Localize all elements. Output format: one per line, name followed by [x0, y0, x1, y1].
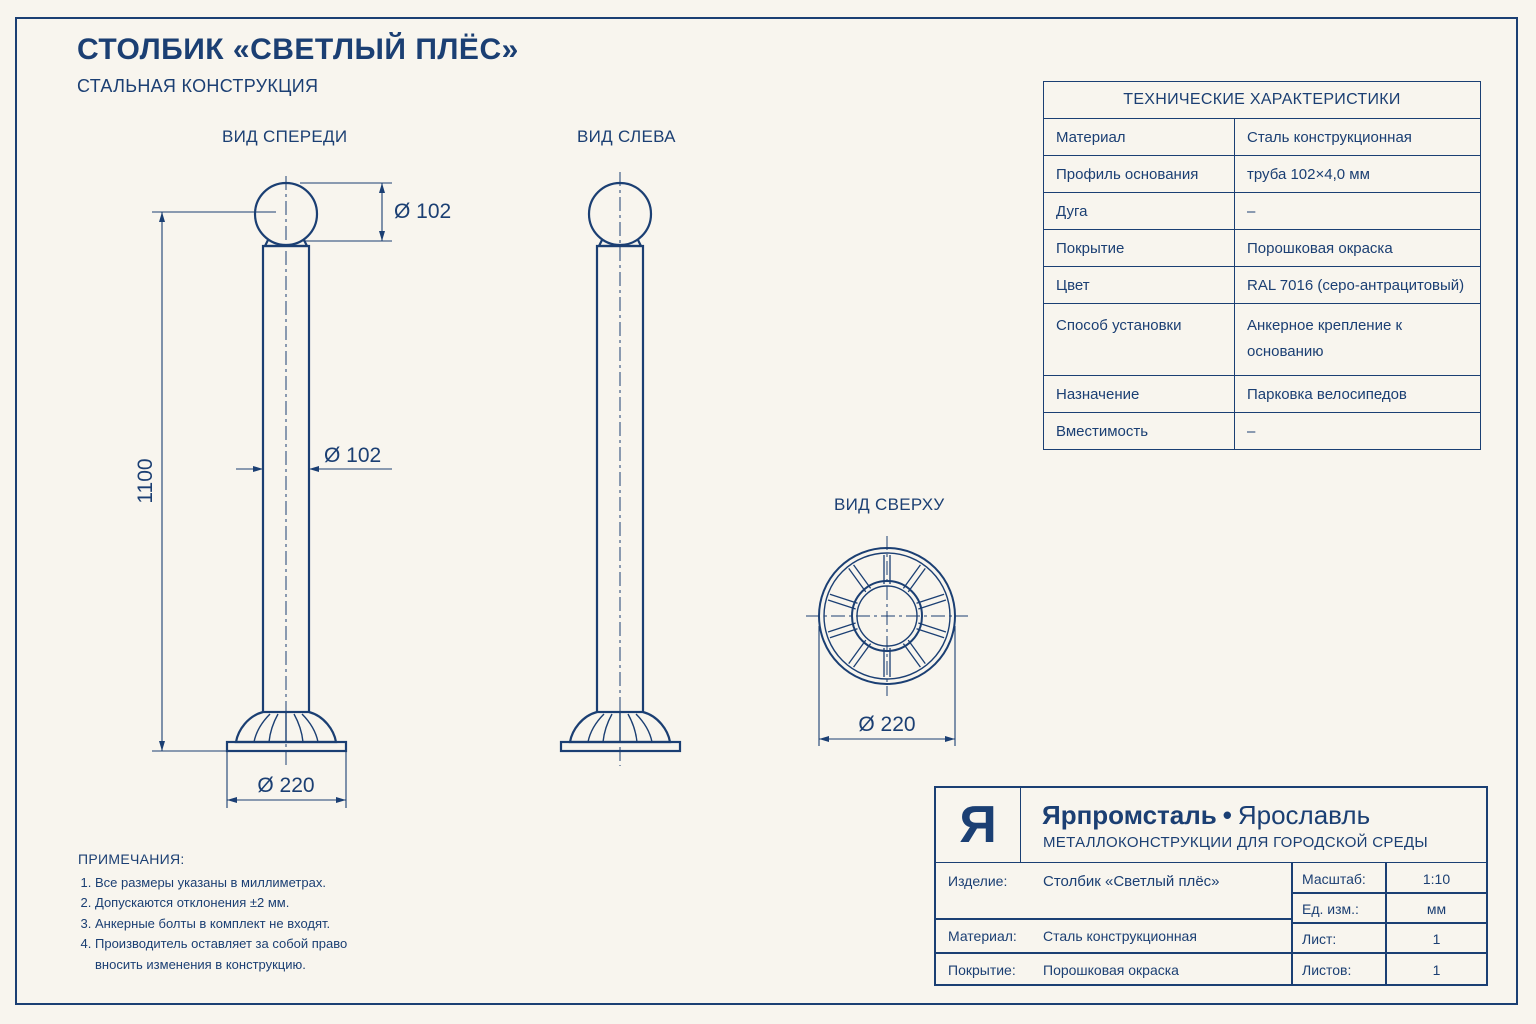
spec-value: Анкерное крепление к основанию — [1235, 304, 1481, 376]
base-diameter-dimension: Ø 220 — [257, 774, 315, 797]
company-logo: Я — [936, 788, 1021, 863]
notes — [78, 849, 375, 975]
spec-label: Профиль основания — [1044, 156, 1235, 193]
company-brand: Ярпромсталь — [1042, 800, 1217, 830]
spec-label: Способ установки — [1044, 304, 1235, 376]
spec-table-header: ТЕХНИЧЕСКИЕ ХАРАКТЕРИСТИКИ — [1044, 82, 1481, 119]
company-city: Ярославль — [1237, 800, 1371, 830]
left-view — [561, 172, 680, 766]
spec-label: Цвет — [1044, 267, 1235, 304]
company-tagline: МЕТАЛЛОКОНСТРУКЦИИ ДЛЯ ГОРОДСКОЙ СРЕДЫ — [1043, 834, 1429, 851]
left-view-label: ВИД СЛЕВА — [577, 127, 676, 146]
spec-label: Покрытие — [1044, 230, 1235, 267]
product-label: Изделие: — [948, 873, 1008, 889]
sheet-value: 1 — [1432, 931, 1441, 947]
spec-table — [1043, 81, 1481, 450]
spec-row — [1044, 230, 1481, 267]
product-value: Столбик «Светлый плёс» — [1043, 872, 1220, 890]
company-separator: • — [1222, 800, 1232, 830]
ball-diameter-dimension: Ø 102 — [394, 200, 452, 223]
unit-label: Ед. изм.: — [1302, 901, 1359, 917]
company-name — [1042, 800, 1370, 831]
top-view-label: ВИД СВЕРХУ — [834, 495, 945, 514]
notes-title: ПРИМЕЧАНИЯ: — [78, 851, 185, 867]
coating-value: Порошковая окраска — [1043, 962, 1179, 978]
spec-row — [1044, 119, 1481, 156]
spec-label: Материал — [1044, 119, 1235, 156]
pipe-diameter-dimension: Ø 102 — [324, 444, 382, 467]
spec-row — [1044, 304, 1481, 376]
note-item: 4. Производитель оставляет за собой право вносить изменения в конструкцию. — [95, 934, 375, 975]
note-item: 2. Допускаются отклонения ±2 мм. — [95, 893, 375, 914]
scale-value: 1:10 — [1422, 871, 1451, 887]
spec-value: Сталь конструкционная — [1235, 119, 1481, 156]
page-subtitle: СТАЛЬНАЯ КОНСТРУКЦИЯ — [77, 76, 319, 96]
scale-label: Масштаб: — [1302, 871, 1366, 887]
note-item: 1. Все размеры указаны в миллиметрах. — [95, 873, 375, 894]
spec-value: – — [1235, 413, 1481, 450]
sheet-label: Лист: — [1302, 931, 1337, 947]
coating-label: Покрытие: — [948, 962, 1016, 978]
top-diameter-dimension: Ø 220 — [858, 713, 916, 736]
spec-value: Парковка велосипедов — [1235, 376, 1481, 413]
front-dimensions — [152, 183, 392, 808]
spec-label: Дуга — [1044, 193, 1235, 230]
height-dimension: 1100 — [134, 458, 157, 504]
note-item: 3. Анкерные болты в комплект не входят. — [95, 914, 375, 935]
material-value: Сталь конструкционная — [1043, 928, 1197, 944]
spec-value: – — [1235, 193, 1481, 230]
material-label: Материал: — [948, 928, 1017, 944]
unit-value: мм — [1426, 901, 1447, 917]
spec-value: труба 102×4,0 мм — [1235, 156, 1481, 193]
title-block — [934, 786, 1488, 986]
front-view-label: ВИД СПЕРЕДИ — [222, 127, 348, 146]
spec-row — [1044, 376, 1481, 413]
spec-row — [1044, 193, 1481, 230]
front-view — [227, 176, 346, 766]
spec-row — [1044, 413, 1481, 450]
spec-value: Порошковая окраска — [1235, 230, 1481, 267]
spec-value: RAL 7016 (серо-антрацитовый) — [1235, 267, 1481, 304]
spec-label: Вместимость — [1044, 413, 1235, 450]
spec-row — [1044, 156, 1481, 193]
spec-row — [1044, 267, 1481, 304]
top-view — [806, 536, 968, 696]
spec-label: Назначение — [1044, 376, 1235, 413]
sheets-value: 1 — [1432, 962, 1441, 978]
title-block-header — [1020, 788, 1486, 863]
page-title: СТОЛБИК «СВЕТЛЫЙ ПЛЁС» — [77, 33, 519, 66]
sheets-label: Листов: — [1302, 962, 1352, 978]
